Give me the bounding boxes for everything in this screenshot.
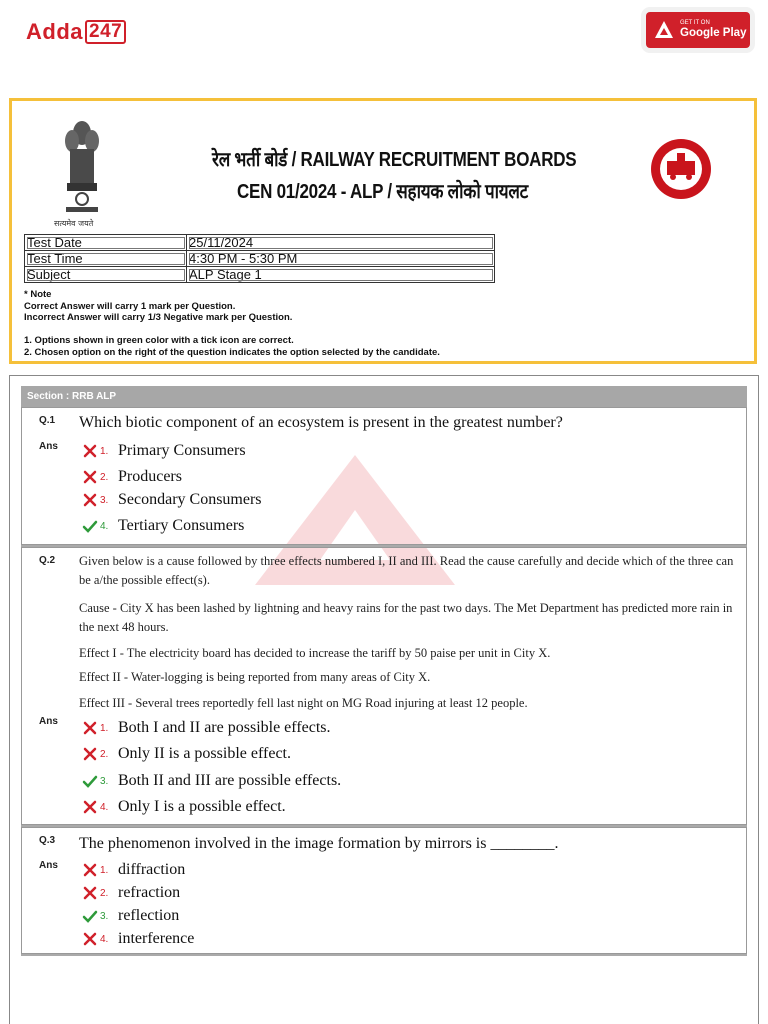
correct-tick-icon bbox=[82, 909, 98, 923]
ans-label: Ans bbox=[39, 860, 58, 871]
question-paragraph: Given below is a cause followed by three effects numbered I, II and III. Read the cause carefully and decide which of the three can be a/the possible effect(s). bbox=[79, 554, 734, 587]
option-text: reflection bbox=[118, 907, 180, 924]
ans-label: Ans bbox=[39, 716, 58, 727]
wrong-cross-icon bbox=[82, 932, 98, 946]
logo-box-text: 247 bbox=[85, 20, 126, 44]
option-number: 1. bbox=[100, 722, 109, 734]
note-line: Correct Answer will carry 1 mark per Question. bbox=[24, 300, 236, 312]
option-text: Only I is a possible effect. bbox=[118, 798, 286, 815]
google-play-button[interactable] bbox=[646, 12, 750, 48]
option-text: interference bbox=[118, 930, 195, 947]
question-card-3 bbox=[21, 827, 747, 954]
national-emblem-icon bbox=[62, 117, 102, 227]
question-paragraph: Cause - City X has been lashed by lightning and heavy rains for the past two days. The Met Department has predicted more rain in the next 48 hours. bbox=[79, 601, 733, 634]
question-number: Q.1 bbox=[39, 415, 56, 426]
info-value: ALP Stage 1 bbox=[187, 267, 495, 283]
question-paragraph: Effect I - The electricity board has decided to increase the tariff by 50 paise per unit in City X. bbox=[79, 646, 551, 660]
option-number: 3. bbox=[100, 775, 109, 787]
question-text: The phenomenon involved in the image formation by mirrors is ________. bbox=[79, 835, 559, 852]
board-title: रेल भर्ती बोर्ड / RAILWAY RECRUITMENT BOARDS bbox=[212, 149, 577, 171]
option-number: 2. bbox=[100, 887, 109, 899]
wrong-cross-icon bbox=[82, 721, 98, 735]
wrong-cross-icon bbox=[82, 886, 98, 900]
option-text: refraction bbox=[118, 884, 181, 901]
info-label: Subject bbox=[25, 267, 187, 283]
store-small-text: GET IT ON bbox=[680, 20, 710, 26]
option[interactable] bbox=[82, 884, 180, 902]
option[interactable] bbox=[82, 442, 246, 460]
info-row bbox=[25, 251, 495, 267]
emblem-caption: सत्यमेव जयते bbox=[54, 219, 94, 228]
section-bar: Section : RRB ALP bbox=[21, 386, 747, 407]
wrong-cross-icon bbox=[82, 470, 98, 484]
option-correct[interactable] bbox=[82, 517, 244, 535]
note-line: 2. Chosen option on the right of the question indicates the option selected by the candidate. bbox=[24, 346, 440, 358]
correct-tick-icon bbox=[82, 774, 98, 788]
option-text: Tertiary Consumers bbox=[118, 517, 245, 534]
option-number: 4. bbox=[100, 801, 109, 813]
store-big-text: Google Play bbox=[680, 27, 747, 39]
question-number: Q.3 bbox=[39, 835, 56, 846]
option-number: 3. bbox=[100, 494, 109, 506]
option-text: Secondary Consumers bbox=[118, 491, 262, 508]
option-text: Both I and II are possible effects. bbox=[118, 719, 331, 736]
option-number: 4. bbox=[100, 520, 109, 532]
option-number: 2. bbox=[100, 748, 109, 760]
option-text: Only II is a possible effect. bbox=[118, 745, 291, 762]
option-correct[interactable] bbox=[82, 907, 179, 925]
option[interactable] bbox=[82, 861, 185, 879]
test-info-table bbox=[24, 234, 495, 283]
option[interactable] bbox=[82, 798, 286, 816]
option[interactable] bbox=[82, 719, 331, 737]
question-paragraph: Effect II - Water-logging is being reported from many areas of City X. bbox=[79, 670, 431, 684]
exam-title: CEN 01/2024 - ALP / सहायक लोको पायलट bbox=[237, 181, 528, 203]
option[interactable] bbox=[82, 491, 262, 509]
option-text: Both II and III are possible effects. bbox=[118, 772, 342, 789]
note-block bbox=[24, 289, 440, 358]
exam-header bbox=[9, 98, 757, 364]
wrong-cross-icon bbox=[82, 863, 98, 877]
top-bar bbox=[0, 0, 768, 70]
option-text: Producers bbox=[118, 468, 182, 485]
option-text: Primary Consumers bbox=[118, 442, 246, 459]
option[interactable] bbox=[82, 468, 182, 486]
ans-label: Ans bbox=[39, 441, 58, 452]
note-line: * Note bbox=[24, 289, 52, 300]
option-correct[interactable] bbox=[82, 772, 341, 790]
info-row bbox=[25, 235, 495, 251]
option[interactable] bbox=[82, 930, 194, 948]
info-label: Test Date bbox=[25, 235, 187, 251]
option-number: 4. bbox=[100, 933, 109, 945]
question-card-1 bbox=[21, 407, 747, 545]
option-text: diffraction bbox=[118, 861, 186, 878]
option-number: 3. bbox=[100, 910, 109, 922]
question-paragraph: Effect III - Several trees reportedly fell last night on MG Road injuring at least 12 people. bbox=[79, 696, 528, 710]
indian-railways-logo-icon bbox=[649, 129, 713, 215]
option-number: 2. bbox=[100, 471, 109, 483]
note-line: 1. Options shown in green color with a tick icon are correct. bbox=[24, 335, 294, 346]
info-value: 25/11/2024 bbox=[187, 235, 495, 251]
question-text: Which biotic component of an ecosystem is present in the greatest number? bbox=[79, 414, 563, 431]
logo-text: Adda bbox=[26, 19, 83, 44]
adda247-logo[interactable] bbox=[26, 19, 126, 45]
wrong-cross-icon bbox=[82, 747, 98, 761]
question-card-2 bbox=[21, 547, 747, 825]
option-number: 1. bbox=[100, 445, 109, 457]
question-number: Q.2 bbox=[39, 555, 56, 566]
wrong-cross-icon bbox=[82, 444, 98, 458]
wrong-cross-icon bbox=[82, 800, 98, 814]
adda-play-icon bbox=[653, 19, 675, 41]
info-value: 4:30 PM - 5:30 PM bbox=[187, 251, 495, 267]
option-number: 1. bbox=[100, 864, 109, 876]
info-row bbox=[25, 267, 495, 283]
correct-tick-icon bbox=[82, 519, 98, 533]
info-label: Test Time bbox=[25, 251, 187, 267]
wrong-cross-icon bbox=[82, 493, 98, 507]
option[interactable] bbox=[82, 745, 291, 763]
note-line: Incorrect Answer will carry 1/3 Negative mark per Question. bbox=[24, 312, 293, 323]
note-spacer bbox=[24, 324, 440, 336]
